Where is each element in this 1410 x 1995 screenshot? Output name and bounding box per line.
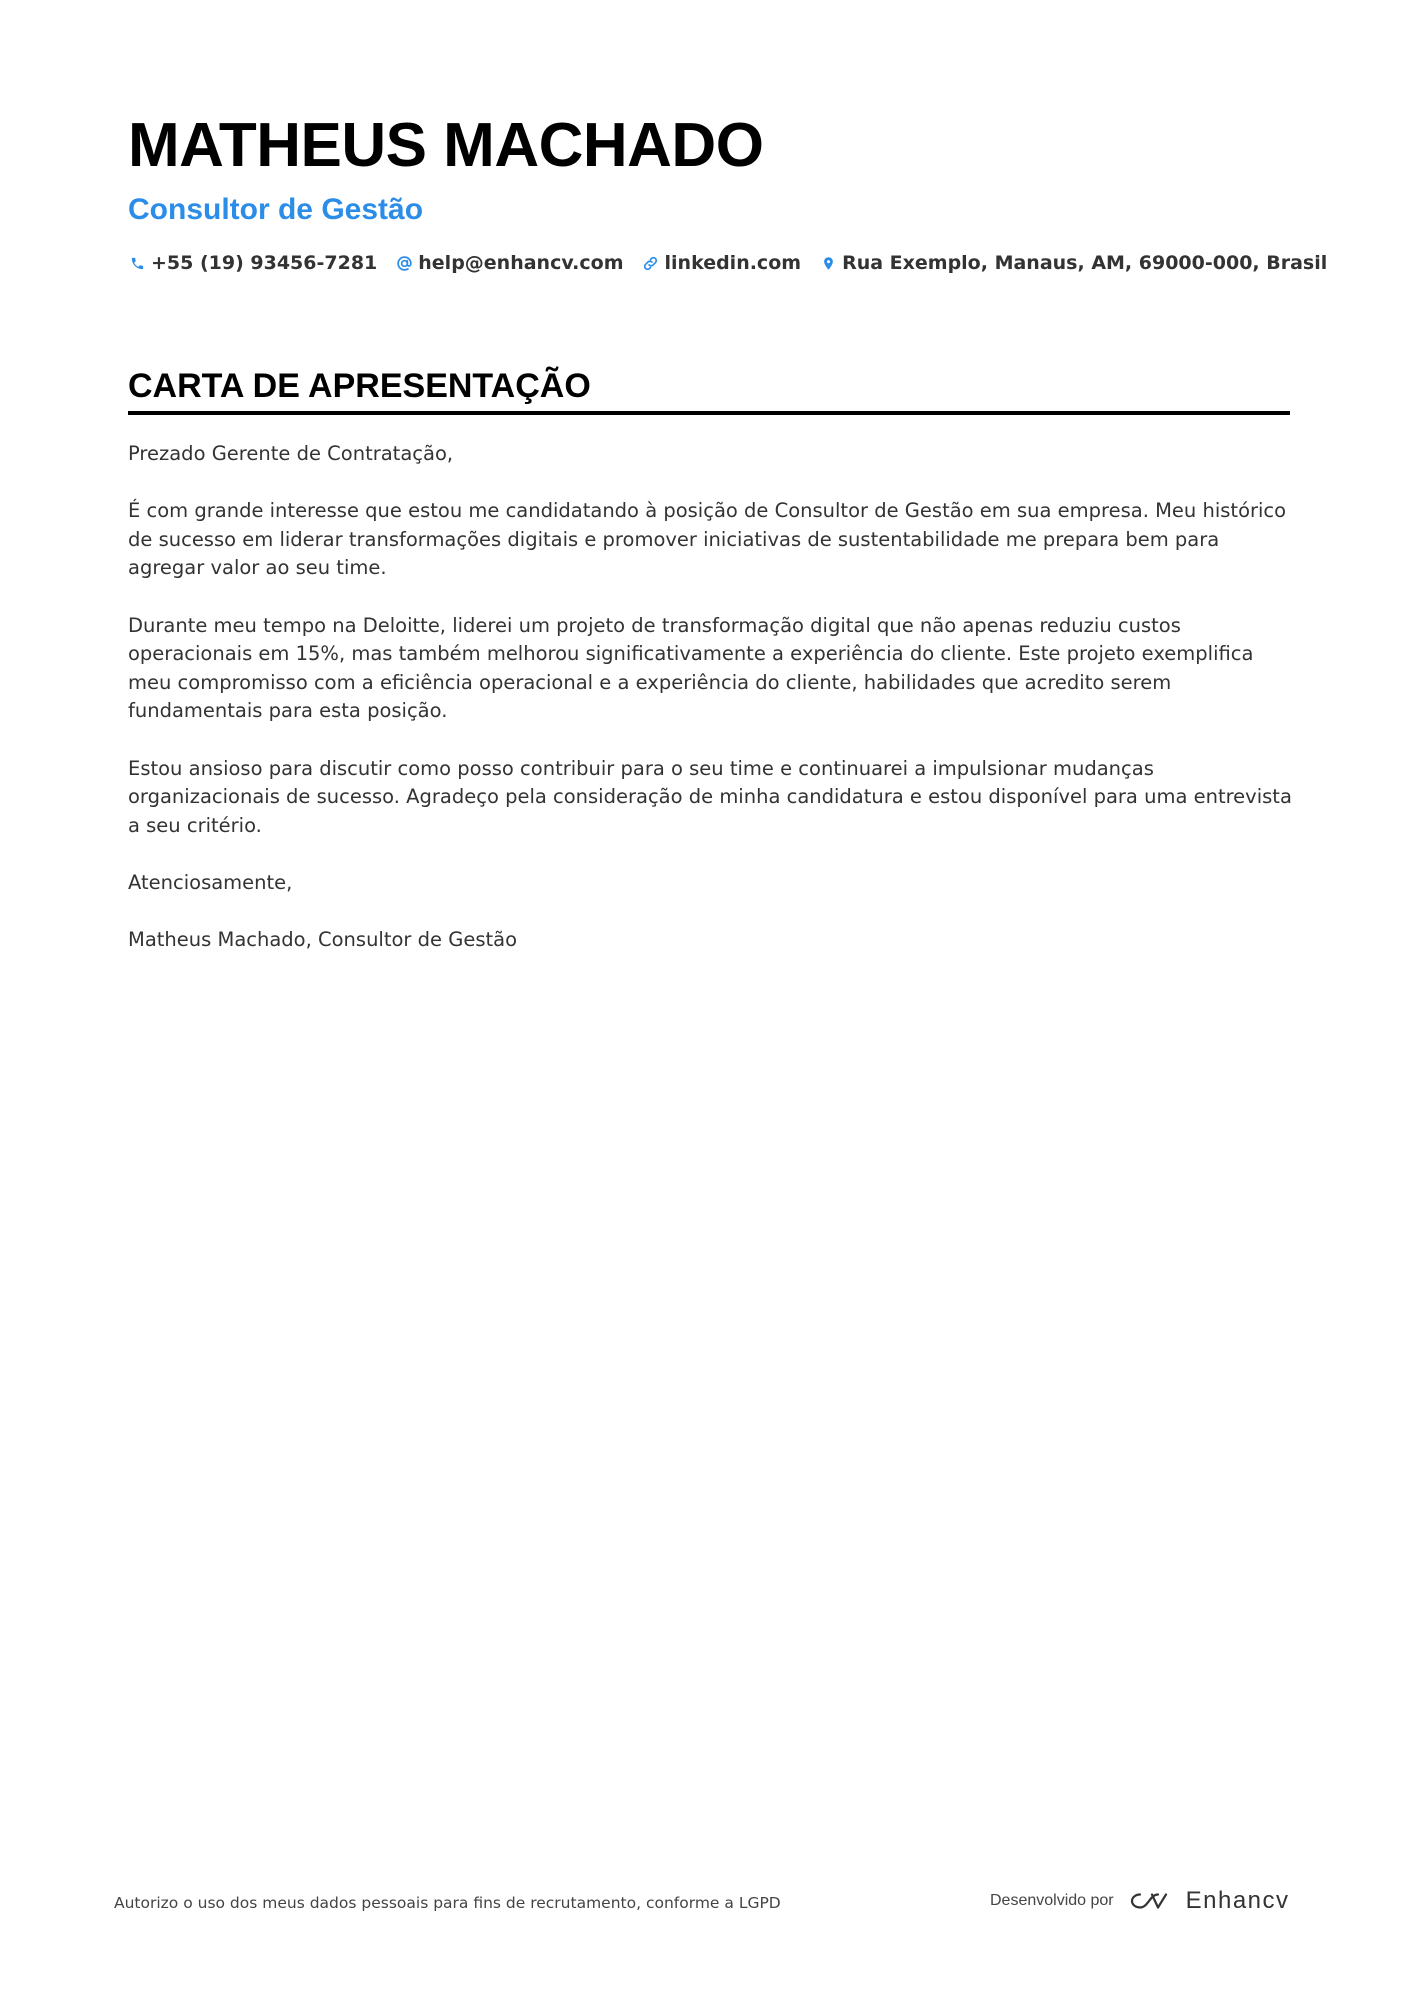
powered-by-label: Desenvolvido por: [990, 1892, 1114, 1909]
contact-address-text: Rua Exemplo, Manaus, AM, 69000-000, Brasil: [842, 252, 1328, 274]
letter-signature: Matheus Machado, Consultor de Gestão: [128, 928, 518, 952]
contact-email: [395, 252, 623, 274]
consent-note: Autorizo o uso dos meus dados pessoais para fins de recrutamento, conforme a LGPD: [114, 1894, 781, 1912]
powered-by[interactable]: [990, 1887, 1290, 1915]
at-icon: [395, 254, 413, 272]
contact-email-text: help@enhancv.com: [418, 252, 624, 274]
contact-list: [128, 252, 1328, 274]
candidate-role: Consultor de Gestão: [128, 193, 424, 226]
contact-linkedin: [642, 252, 802, 274]
contact-address: [819, 252, 1327, 274]
letter-paragraph-1: É com grande interesse que estou me candidatando à posição de Consultor de Gestão em sua empresa. Meu histórico de sucesso em liderar transformações digitais e promover iniciativas de sustentabilidade me prepara bem para agregar valor ao seu time.: [128, 499, 1287, 580]
letter-closing: Atenciosamente,: [128, 870, 293, 894]
letter-paragraph-2: Durante meu tempo na Deloitte, liderei um projeto de transformação digital que não apenas reduziu custos operacionais em 15%, mas também melhorou significativamente a experiência do cliente. Este projeto exemplifica meu compromisso com a eficiência operacional e a experiência do cliente, habilidades que acredito serem fundamentais para esta posição.: [128, 613, 1254, 723]
header: [128, 110, 1328, 274]
phone-icon: [128, 254, 146, 272]
letter-paragraph-3: Estou ansioso para discutir como posso contribuir para o seu time e continuarei a impulsionar mudanças organizacionais de sucesso. Agradeço pela consideração de minha candidatura e estou disponível para uma entrevista a seu critério.: [128, 756, 1292, 837]
enhancv-logo-icon: [1126, 1889, 1172, 1913]
letter-greeting: Prezado Gerente de Contratação,: [128, 442, 454, 465]
section-title: CARTA DE APRESENTAÇÃO: [128, 365, 1290, 415]
letter-body: [128, 440, 1293, 983]
link-icon: [642, 254, 660, 272]
location-pin-icon: [819, 254, 837, 272]
candidate-name: MATHEUS MACHADO: [128, 111, 764, 180]
contact-phone: [128, 252, 377, 274]
contact-linkedin-text: linkedin.com: [664, 252, 802, 274]
contact-phone-text: +55 (19) 93456-7281: [151, 252, 378, 274]
brand-name: Enhancv: [1185, 1887, 1290, 1914]
